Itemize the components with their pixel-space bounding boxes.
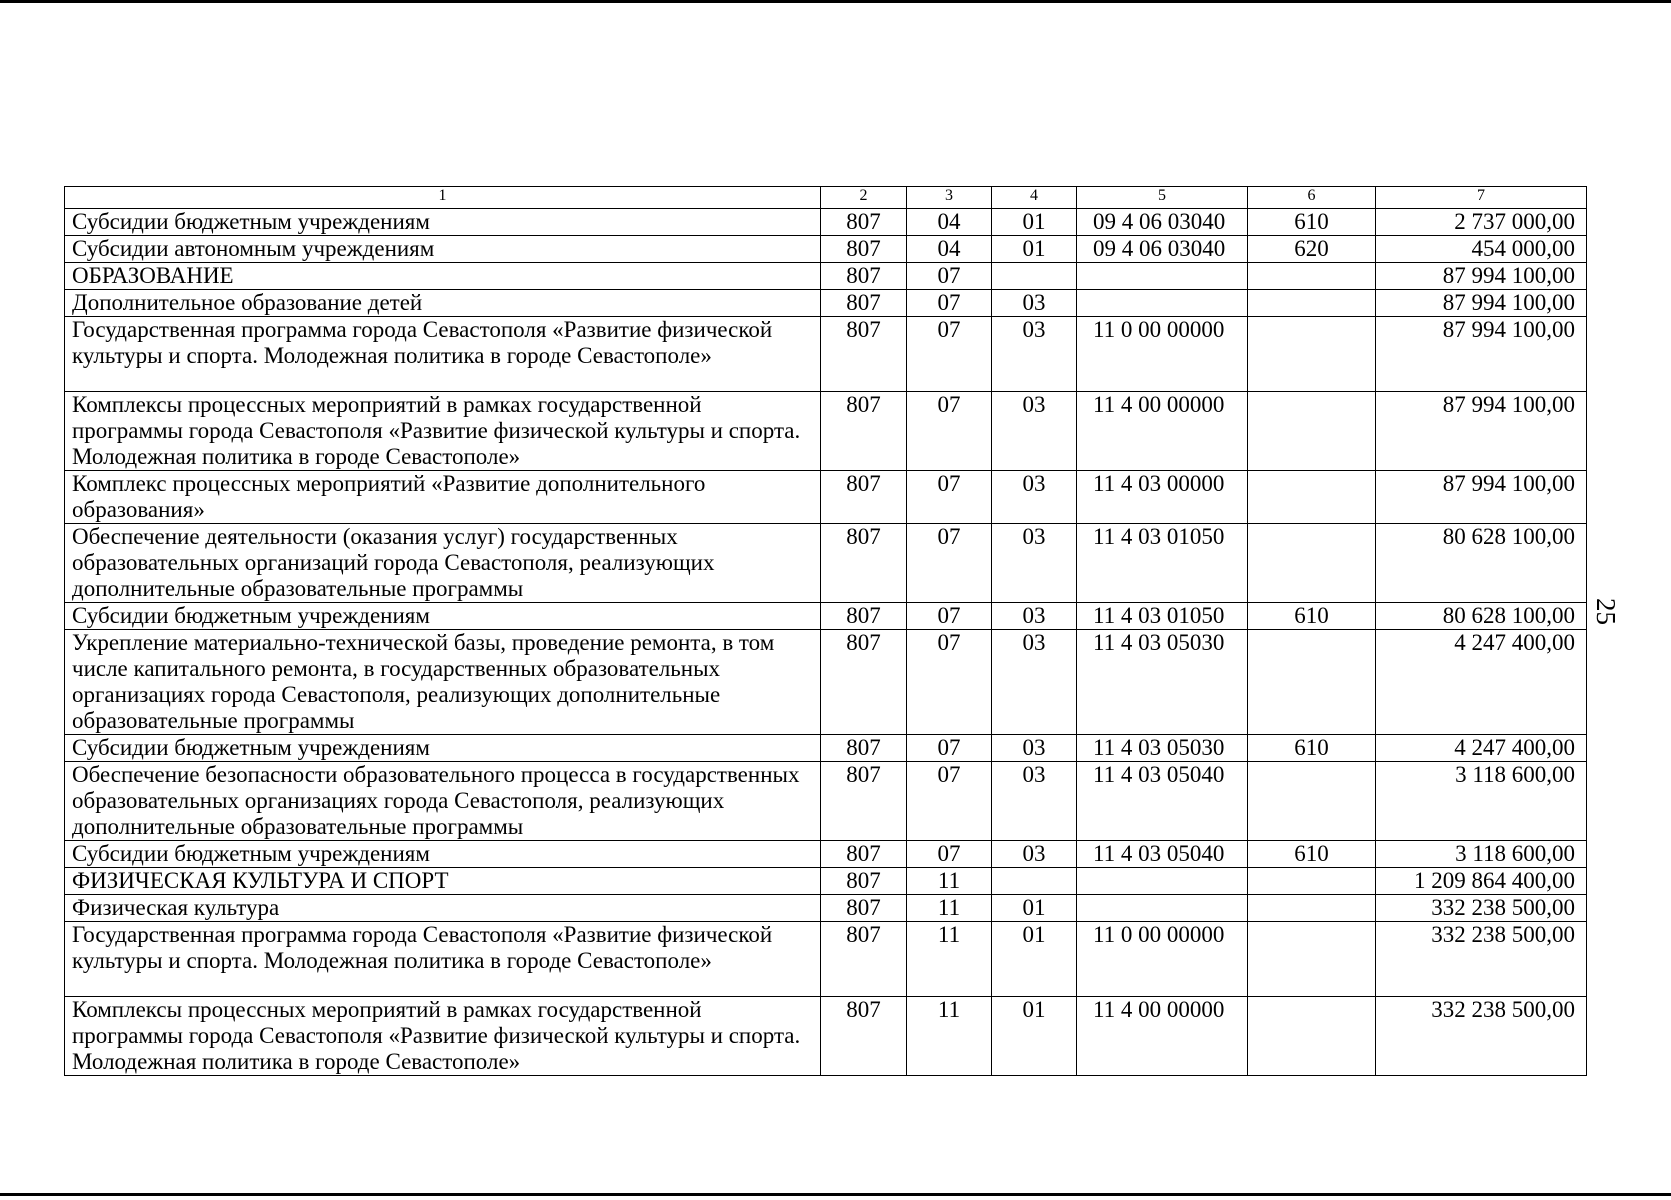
cell-expense-type — [1248, 392, 1376, 471]
cell-admin-code: 807 — [821, 922, 907, 997]
cell-subsection: 03 — [992, 735, 1077, 762]
cell-target-article — [1077, 895, 1248, 922]
cell-target-article: 11 4 00 00000 — [1077, 392, 1248, 471]
cell-description: Государственная программа города Севастополя «Развитие физической культуры и спорта. Молодежная политика в городе Севастополе» — [65, 317, 821, 392]
cell-target-article — [1077, 868, 1248, 895]
cell-admin-code: 807 — [821, 603, 907, 630]
cell-expense-type — [1248, 524, 1376, 603]
cell-target-article — [1077, 290, 1248, 317]
cell-section: 07 — [907, 735, 992, 762]
cell-expense-type — [1248, 762, 1376, 841]
column-number-5: 5 — [1077, 187, 1248, 209]
table-row — [65, 922, 1587, 997]
table-row — [65, 290, 1587, 317]
column-number-2: 2 — [821, 187, 907, 209]
cell-admin-code: 807 — [821, 524, 907, 603]
cell-target-article — [1077, 263, 1248, 290]
cell-section: 07 — [907, 290, 992, 317]
cell-expense-type — [1248, 997, 1376, 1076]
cell-description: Субсидии бюджетным учреждениям — [65, 735, 821, 762]
top-scan-border — [0, 0, 1671, 3]
cell-description: Физическая культура — [65, 895, 821, 922]
table-row — [65, 997, 1587, 1076]
cell-description: Обеспечение деятельности (оказания услуг) государственных образовательных организаций города Севастополя, реализующих дополнительные образовательные программы — [65, 524, 821, 603]
cell-admin-code: 807 — [821, 997, 907, 1076]
cell-target-article: 11 4 03 05030 — [1077, 630, 1248, 735]
table-row — [65, 392, 1587, 471]
column-number-3: 3 — [907, 187, 992, 209]
cell-section: 04 — [907, 209, 992, 236]
cell-expense-type — [1248, 922, 1376, 997]
cell-admin-code: 807 — [821, 263, 907, 290]
table-row — [65, 263, 1587, 290]
cell-amount: 1 209 864 400,00 — [1376, 868, 1587, 895]
cell-subsection: 03 — [992, 471, 1077, 524]
cell-subsection: 03 — [992, 762, 1077, 841]
cell-subsection: 03 — [992, 603, 1077, 630]
cell-amount: 80 628 100,00 — [1376, 524, 1587, 603]
column-number-6: 6 — [1248, 187, 1376, 209]
cell-amount: 87 994 100,00 — [1376, 317, 1587, 392]
cell-target-article: 11 0 00 00000 — [1077, 922, 1248, 997]
cell-description: Субсидии бюджетным учреждениям — [65, 209, 821, 236]
cell-admin-code: 807 — [821, 735, 907, 762]
cell-amount: 4 247 400,00 — [1376, 735, 1587, 762]
cell-expense-type — [1248, 630, 1376, 735]
cell-amount: 332 238 500,00 — [1376, 895, 1587, 922]
cell-target-article: 09 4 06 03040 — [1077, 236, 1248, 263]
cell-description: ФИЗИЧЕСКАЯ КУЛЬТУРА И СПОРТ — [65, 868, 821, 895]
cell-amount: 87 994 100,00 — [1376, 290, 1587, 317]
table-row — [65, 841, 1587, 868]
cell-section: 07 — [907, 762, 992, 841]
cell-amount: 332 238 500,00 — [1376, 997, 1587, 1076]
cell-amount: 4 247 400,00 — [1376, 630, 1587, 735]
cell-section: 04 — [907, 236, 992, 263]
cell-admin-code: 807 — [821, 317, 907, 392]
budget-table-body — [65, 187, 1587, 1076]
cell-expense-type — [1248, 868, 1376, 895]
cell-admin-code: 807 — [821, 762, 907, 841]
cell-section: 07 — [907, 630, 992, 735]
cell-target-article: 09 4 06 03040 — [1077, 209, 1248, 236]
column-number-4: 4 — [992, 187, 1077, 209]
cell-description: Комплексы процессных мероприятий в рамках государственной программы города Севастополя «Развитие физической культуры и спорта. Молодежная политика в городе Севастополе» — [65, 997, 821, 1076]
cell-expense-type: 610 — [1248, 841, 1376, 868]
cell-target-article: 11 4 03 05040 — [1077, 841, 1248, 868]
cell-admin-code: 807 — [821, 392, 907, 471]
cell-description: Комплекс процессных мероприятий «Развитие дополнительного образования» — [65, 471, 821, 524]
cell-admin-code: 807 — [821, 868, 907, 895]
table-row — [65, 735, 1587, 762]
cell-admin-code: 807 — [821, 290, 907, 317]
cell-target-article: 11 0 00 00000 — [1077, 317, 1248, 392]
table-row — [65, 603, 1587, 630]
cell-section: 11 — [907, 922, 992, 997]
cell-expense-type: 610 — [1248, 735, 1376, 762]
cell-description: Государственная программа города Севастополя «Развитие физической культуры и спорта. Молодежная политика в городе Севастополе» — [65, 922, 821, 997]
page-number: 25 — [1591, 598, 1621, 625]
table-row — [65, 762, 1587, 841]
cell-admin-code: 807 — [821, 471, 907, 524]
cell-description: Обеспечение безопасности образовательного процесса в государственных образовательных организациях города Севастополя, реализующих дополнительные образовательные программы — [65, 762, 821, 841]
table-row — [65, 471, 1587, 524]
cell-description: Субсидии бюджетным учреждениям — [65, 841, 821, 868]
cell-section: 07 — [907, 263, 992, 290]
cell-target-article: 11 4 03 05040 — [1077, 762, 1248, 841]
cell-amount: 454 000,00 — [1376, 236, 1587, 263]
cell-section: 07 — [907, 317, 992, 392]
table-row — [65, 868, 1587, 895]
cell-amount: 2 737 000,00 — [1376, 209, 1587, 236]
budget-table — [64, 186, 1587, 1076]
cell-description: Субсидии бюджетным учреждениям — [65, 603, 821, 630]
cell-section: 07 — [907, 471, 992, 524]
cell-amount: 87 994 100,00 — [1376, 471, 1587, 524]
cell-expense-type: 620 — [1248, 236, 1376, 263]
cell-expense-type — [1248, 317, 1376, 392]
cell-subsection: 03 — [992, 630, 1077, 735]
cell-subsection: 03 — [992, 392, 1077, 471]
cell-description: Укрепление материально-технической базы, проведение ремонта, в том числе капитального ремонта, в государственных образовательных организациях города Севастополя, реализующих дополнительные образовательные программы — [65, 630, 821, 735]
cell-section: 07 — [907, 524, 992, 603]
column-number-row — [65, 187, 1587, 209]
cell-subsection: 01 — [992, 209, 1077, 236]
cell-target-article: 11 4 03 05030 — [1077, 735, 1248, 762]
column-number-7: 7 — [1376, 187, 1587, 209]
cell-amount: 80 628 100,00 — [1376, 603, 1587, 630]
cell-target-article: 11 4 03 00000 — [1077, 471, 1248, 524]
cell-subsection: 03 — [992, 841, 1077, 868]
cell-section: 07 — [907, 392, 992, 471]
cell-subsection: 03 — [992, 524, 1077, 603]
cell-section: 11 — [907, 895, 992, 922]
cell-subsection — [992, 868, 1077, 895]
cell-section: 07 — [907, 603, 992, 630]
cell-expense-type — [1248, 290, 1376, 317]
column-number-1: 1 — [65, 187, 821, 209]
cell-amount: 332 238 500,00 — [1376, 922, 1587, 997]
cell-amount: 3 118 600,00 — [1376, 841, 1587, 868]
cell-expense-type — [1248, 471, 1376, 524]
cell-subsection: 01 — [992, 895, 1077, 922]
cell-amount: 3 118 600,00 — [1376, 762, 1587, 841]
cell-admin-code: 807 — [821, 209, 907, 236]
cell-subsection: 01 — [992, 997, 1077, 1076]
cell-subsection: 03 — [992, 290, 1077, 317]
cell-admin-code: 807 — [821, 236, 907, 263]
bottom-scan-border — [0, 1193, 1671, 1196]
cell-subsection: 01 — [992, 922, 1077, 997]
cell-admin-code: 807 — [821, 841, 907, 868]
cell-section: 11 — [907, 868, 992, 895]
table-row — [65, 630, 1587, 735]
table-row — [65, 209, 1587, 236]
cell-expense-type — [1248, 263, 1376, 290]
cell-subsection: 01 — [992, 236, 1077, 263]
cell-target-article: 11 4 03 01050 — [1077, 524, 1248, 603]
cell-subsection: 03 — [992, 317, 1077, 392]
cell-admin-code: 807 — [821, 895, 907, 922]
cell-description: Комплексы процессных мероприятий в рамках государственной программы города Севастополя «Развитие физической культуры и спорта. Молодежная политика в городе Севастополе» — [65, 392, 821, 471]
table-row — [65, 317, 1587, 392]
table-row — [65, 524, 1587, 603]
cell-expense-type — [1248, 895, 1376, 922]
cell-amount: 87 994 100,00 — [1376, 263, 1587, 290]
table-row — [65, 236, 1587, 263]
cell-description: ОБРАЗОВАНИЕ — [65, 263, 821, 290]
cell-expense-type: 610 — [1248, 603, 1376, 630]
cell-section: 11 — [907, 997, 992, 1076]
cell-target-article: 11 4 03 01050 — [1077, 603, 1248, 630]
cell-expense-type: 610 — [1248, 209, 1376, 236]
cell-section: 07 — [907, 841, 992, 868]
cell-description: Субсидии автономным учреждениям — [65, 236, 821, 263]
table-row — [65, 895, 1587, 922]
cell-description: Дополнительное образование детей — [65, 290, 821, 317]
cell-target-article: 11 4 00 00000 — [1077, 997, 1248, 1076]
cell-subsection — [992, 263, 1077, 290]
cell-admin-code: 807 — [821, 630, 907, 735]
cell-amount: 87 994 100,00 — [1376, 392, 1587, 471]
